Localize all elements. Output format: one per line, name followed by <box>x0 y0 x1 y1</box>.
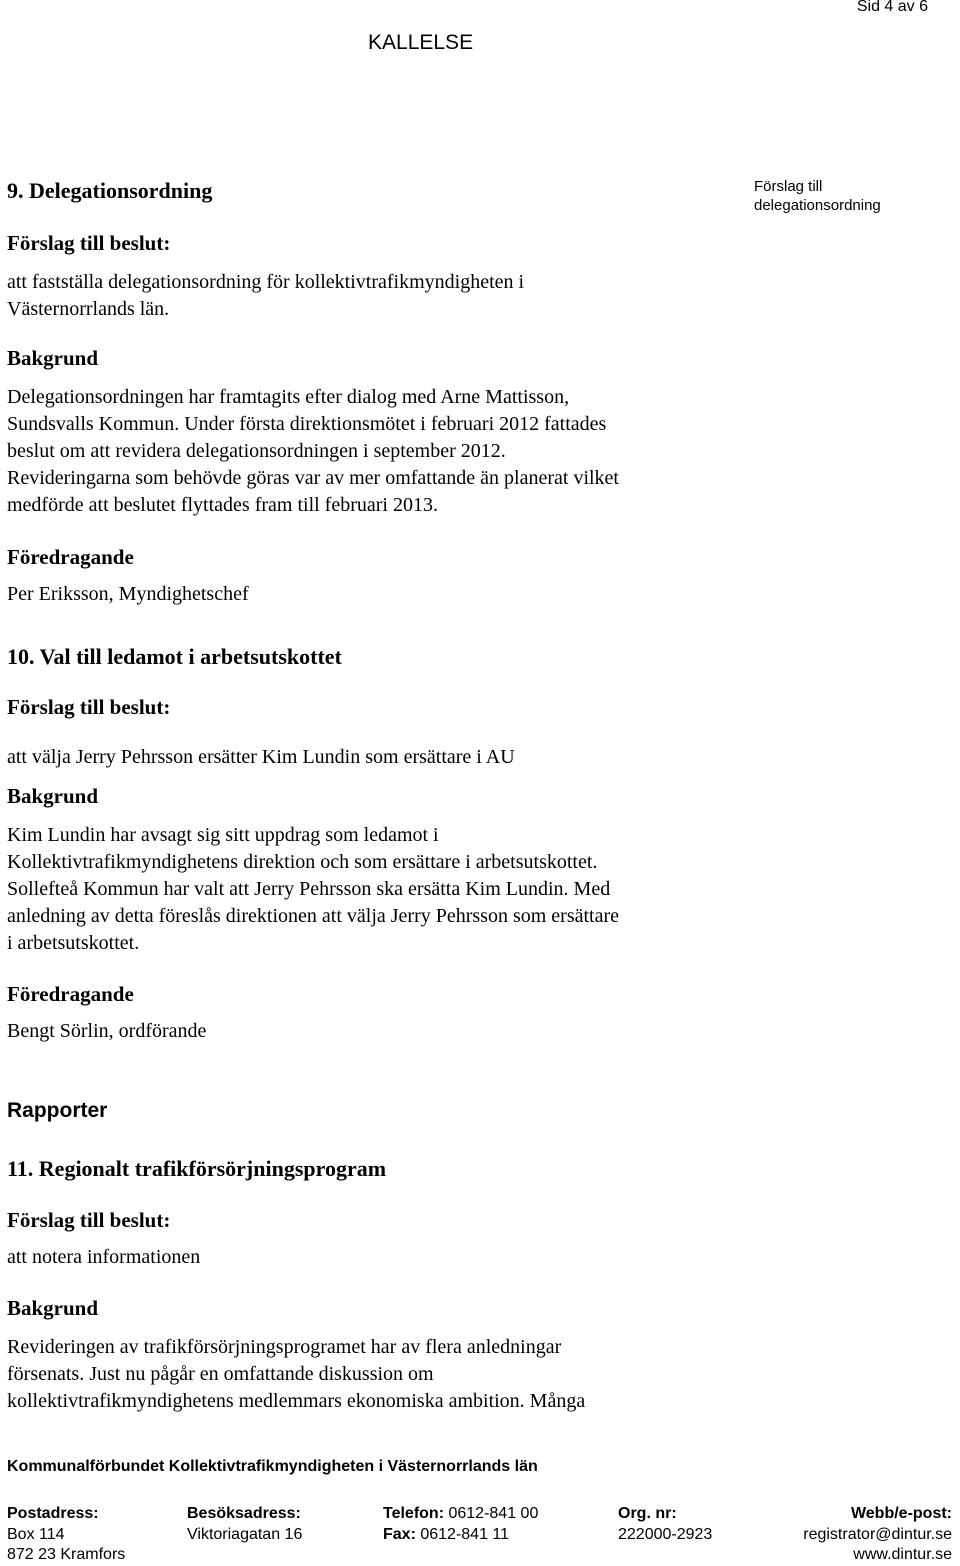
footer-fax-label: Fax: <box>383 1526 416 1543</box>
footer-postadress-line-1: Box 114 <box>7 1526 65 1543</box>
footer-besoksadress: Viktoriagatan 16 <box>187 1526 303 1543</box>
background-line: Revideringarna som behövde göras var av mer omfattande än planerat vilket <box>7 467 619 489</box>
footer-telefon-label: Telefon: <box>383 1505 445 1522</box>
background-line: Delegationsordningen har framtagits efter dialog med Arne Mattisson, <box>7 386 570 408</box>
background-line: försenats. Just nu pågår en omfattande diskussion om <box>7 1363 434 1385</box>
item-9-background <box>7 384 767 519</box>
footer-telefon <box>383 1505 538 1523</box>
footer-website-link[interactable]: www.dintur.se <box>853 1546 952 1563</box>
footer-email-link[interactable]: registrator@dintur.se <box>803 1526 952 1543</box>
item-10-presenter-label: Föredragande <box>7 982 134 1006</box>
page-number: Sid 4 av 6 <box>856 0 928 15</box>
proposal-line: att fastställa delegationsordning för kollektivtrafikmyndigheten i <box>7 271 525 293</box>
background-line: Kim Lundin har avsagt sig sitt uppdrag som ledamot i <box>7 824 439 846</box>
item-10-proposal: att välja Jerry Pehrsson ersätter Kim Lundin som ersättare i AU <box>7 746 515 768</box>
proposal-line: Västernorrlands län. <box>7 298 170 320</box>
item-9-presenter: Per Eriksson, Myndighetschef <box>7 583 249 605</box>
item-10-background-label: Bakgrund <box>7 784 99 808</box>
footer-orgnr-label: Org. nr: <box>618 1505 677 1522</box>
item-10-background <box>7 822 767 957</box>
background-line: medförde att beslutet flyttades fram till februari 2013. <box>7 494 438 516</box>
footer-telefon-value: 0612-841 00 <box>448 1505 539 1522</box>
item-9-presenter-label: Föredragande <box>7 545 134 569</box>
item-11-background <box>7 1334 767 1415</box>
item-9-heading: 9. Delegationsordning <box>7 178 213 203</box>
background-line: beslut om att revidera delegationsordningen i september 2012. <box>7 440 506 462</box>
background-line: Sundsvalls Kommun. Under första direktionsmötet i februari 2012 fattades <box>7 413 607 435</box>
background-line: anledning av detta föreslås direktionen att välja Jerry Pehrsson som ersättare <box>7 905 620 927</box>
footer-orgnr: 222000-2923 <box>618 1526 713 1543</box>
item-10-presenter: Bengt Sörlin, ordförande <box>7 1020 207 1042</box>
item-9-proposal-label: Förslag till beslut: <box>7 231 171 255</box>
section-rapporter-heading: Rapporter <box>7 1099 108 1122</box>
background-line: Kollektivtrafikmyndighetens direktion och som ersättare i arbetsutskottet. <box>7 851 598 873</box>
footer-postadress-label: Postadress: <box>7 1505 99 1522</box>
footer-fax <box>383 1526 509 1544</box>
side-note-line-1: Förslag till <box>754 178 823 195</box>
item-11-proposal-label: Förslag till beslut: <box>7 1208 171 1232</box>
footer-fax-value: 0612-841 11 <box>420 1526 510 1543</box>
document-title: KALLELSE <box>368 31 474 54</box>
item-11-proposal: att notera informationen <box>7 1246 201 1268</box>
item-10-heading: 10. Val till ledamot i arbetsutskottet <box>7 644 342 669</box>
background-line: kollektivtrafikmyndighetens medlemmars ekonomiska ambition. Många <box>7 1390 586 1412</box>
background-line: Sollefteå Kommun har valt att Jerry Pehrsson ska ersätta Kim Lundin. Med <box>7 878 611 900</box>
footer-postadress-line-2: 872 23 Kramfors <box>7 1546 126 1563</box>
footer-besoksadress-label: Besöksadress: <box>187 1505 301 1522</box>
item-10-proposal-label: Förslag till beslut: <box>7 695 171 719</box>
item-9-background-label: Bakgrund <box>7 346 99 370</box>
footer-web-label: Webb/e-post: <box>850 1505 952 1522</box>
background-line: Revideringen av trafikförsörjningsprogramet har av flera anledningar <box>7 1336 562 1358</box>
item-11-heading: 11. Regionalt trafikförsörjningsprogram <box>7 1156 387 1181</box>
item-9-proposal <box>7 269 767 323</box>
background-line: i arbetsutskottet. <box>7 932 140 954</box>
item-11-background-label: Bakgrund <box>7 1296 99 1320</box>
footer-organization: Kommunalförbundet Kollektivtrafikmyndigheten i Västernorrlands län <box>7 1458 538 1475</box>
side-note-line-2: delegationsordning <box>754 197 881 214</box>
